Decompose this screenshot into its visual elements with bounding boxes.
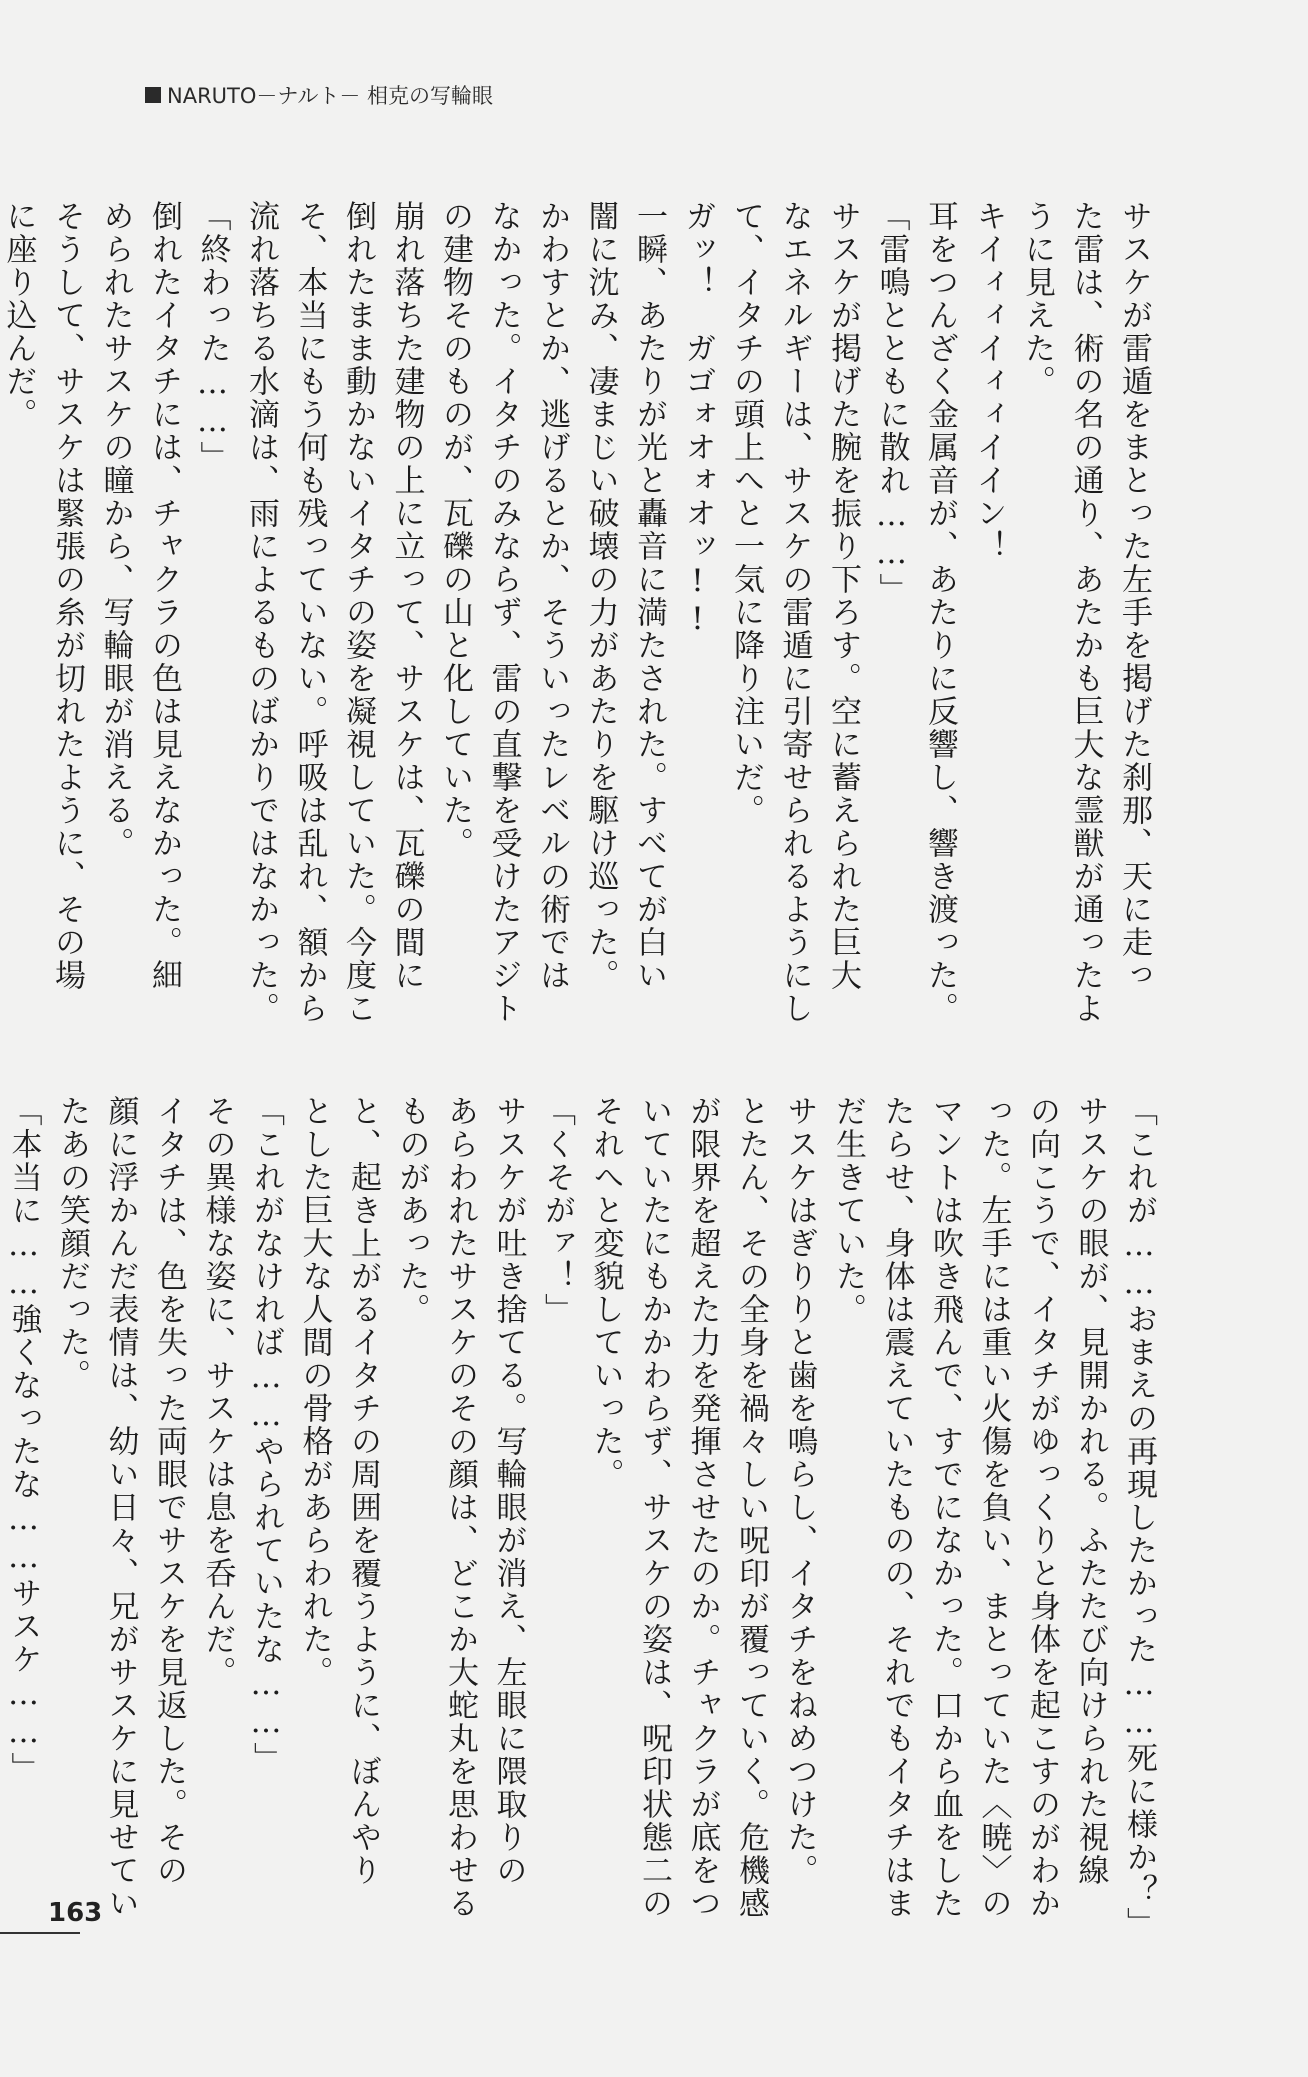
text-line: かわすとか、逃げるとか、そういったレベルの術では bbox=[534, 200, 570, 992]
text-line: うに見えた。 bbox=[1019, 200, 1055, 398]
text-line: サスケの眼が、見開かれる。ふたたび向けられた視線 bbox=[1072, 1095, 1109, 1887]
header-square-icon bbox=[145, 87, 161, 103]
text-line: の向こうで、イタチがゆっくりと身体を起こすのがわか bbox=[1024, 1095, 1060, 1920]
text-line: なエネルギーは、サスケの雷遁に引寄せられるようにし bbox=[776, 200, 813, 1025]
text-line: の建物そのものが、瓦礫の山と化していた。 bbox=[437, 200, 473, 860]
text-line: められたサスケの瞳から、写輪眼が消える。 bbox=[97, 200, 134, 860]
text-line: 倒れたイタチには、チャクラの色は見えなかった。細 bbox=[146, 200, 182, 992]
text-line: サスケはぎりりと歯を鳴らし、イタチをねめつけた。 bbox=[781, 1095, 818, 1887]
text-line: 流れ落ちる水滴は、雨によるものばかりではなかった。 bbox=[243, 200, 279, 1025]
text-line: 「くそがァ！」 bbox=[539, 1095, 575, 1326]
text-line: サスケが掲げた腕を振り下ろす。空に蓄えられた巨大 bbox=[825, 200, 861, 992]
text-line: サスケが吐き捨てる。写輪眼が消え、左眼に隈取りの bbox=[490, 1095, 527, 1887]
text-line: その異様な姿に、サスケは息を呑んだ。 bbox=[199, 1095, 236, 1689]
page-number: 163 bbox=[48, 1898, 103, 1928]
text-line: に座り込んだ。 bbox=[0, 200, 37, 431]
text-line: 顔に浮かんだ表情は、幼い日々、兄がサスケに見せてい bbox=[102, 1095, 139, 1920]
text-line: ガッ！ ガゴォオォオッ!! bbox=[679, 200, 716, 639]
text-line: 「これがなければ……やられていたな……」 bbox=[248, 1095, 284, 1775]
top-text-block bbox=[0, 200, 1158, 1040]
page-number-rule bbox=[0, 1932, 80, 1934]
header-title: NARUTO－ナルト－ 相克の写輪眼 bbox=[167, 84, 494, 108]
running-header bbox=[145, 80, 493, 110]
text-line: 「本当に……強くなったな……サスケ……」 bbox=[5, 1095, 42, 1785]
text-line: ものがあった。 bbox=[393, 1095, 430, 1326]
text-line: った。左手には重い火傷を負い、まとっていた〈暁〉の bbox=[975, 1095, 1012, 1920]
text-line: 「終わった……」 bbox=[194, 200, 231, 474]
text-line: たあの笑顔だった。 bbox=[54, 1095, 90, 1392]
text-line: 崩れ落ちた建物の上に立って、サスケは、瓦礫の間に bbox=[388, 200, 425, 992]
text-line: 倒れたまま動かないイタチの姿を凝視していた。今度こ bbox=[340, 200, 376, 1025]
text-line: いていたにもかかわらず、サスケの姿は、呪印状態二の bbox=[636, 1095, 672, 1920]
text-line: サスケが雷遁をまとった左手を掲げた刹那、天に走っ bbox=[1116, 200, 1152, 992]
text-line: 闇に沈み、凄まじい破壊の力があたりを駆け巡った。 bbox=[582, 200, 619, 992]
text-line: て、イタチの頭上へと一気に降り注いだ。 bbox=[728, 200, 764, 827]
text-line: とした巨大な人間の骨格があらわれた。 bbox=[296, 1095, 333, 1689]
text-line: たらせ、身体は震えていたものの、それでもイタチはま bbox=[878, 1095, 915, 1920]
text-line: と、起き上がるイタチの周囲を覆うように、ぼんやり bbox=[345, 1095, 381, 1887]
text-line: た雷は、術の名の通り、あたかも巨大な霊獣が通ったよ bbox=[1067, 200, 1104, 1025]
text-line: 「これが……おまえの再現したかった……死に様か？」 bbox=[1121, 1095, 1157, 1940]
text-line: だ生きていた。 bbox=[830, 1095, 866, 1326]
text-line: それへと変貌していった。 bbox=[587, 1095, 624, 1491]
text-line: あらわれたサスケのその顔は、どこか大蛇丸を思わせる bbox=[442, 1095, 478, 1920]
text-line: なかった。イタチのみならず、雷の直撃を受けたアジト bbox=[485, 200, 522, 1025]
text-line: が限界を超えた力を発揮させたのか。チャクラが底をつ bbox=[684, 1095, 721, 1920]
text-line: そ、本当にもう何も残っていない。呼吸は乱れ、額から bbox=[291, 200, 328, 1025]
text-line: とたん、その全身を禍々しい呪印が覆っていく。危機感 bbox=[733, 1095, 769, 1920]
text-line: キイィィイィィイイン！ bbox=[970, 200, 1007, 563]
text-line: 「雷鳴とともに散れ……」 bbox=[873, 200, 910, 606]
text-line: イタチは、色を失った両眼でサスケを見返した。その bbox=[151, 1095, 187, 1887]
text-line: 耳をつんざく金属音が、あたりに反響し、響き渡った。 bbox=[922, 200, 958, 1025]
text-line: マントは吹き飛んで、すでになかった。口から血をした bbox=[927, 1095, 963, 1920]
text-line: 一瞬、あたりが光と轟音に満たされた。すべてが白い bbox=[631, 200, 667, 992]
text-line: そうして、サスケは緊張の糸が切れたように、その場 bbox=[49, 200, 85, 992]
